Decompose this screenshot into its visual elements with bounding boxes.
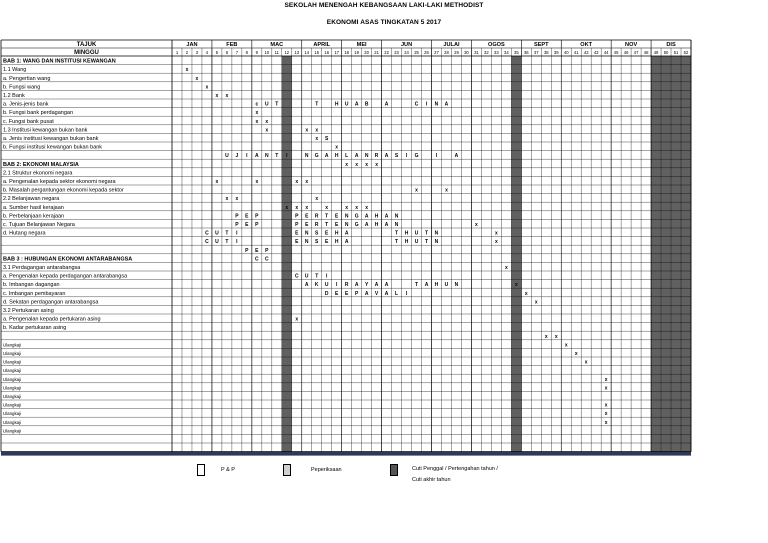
plan-mark: S — [315, 239, 319, 246]
week-number: 6 — [225, 50, 229, 55]
col-tajuk-header: TAJUK — [76, 42, 97, 48]
plan-mark: x — [544, 333, 548, 340]
month-label: DIS — [666, 42, 676, 48]
plan-mark: H — [374, 213, 379, 220]
week-number: 33 — [494, 50, 499, 55]
plan-mark: J — [235, 153, 239, 160]
month-label: APRIL — [313, 42, 331, 48]
plan-mark: N — [265, 153, 269, 160]
plan-mark: x — [305, 204, 309, 211]
plan-mark: x — [225, 93, 229, 99]
school-title: SEKOLAH MENENGAH KEBANGSAAN LAKI-LAKI METHODIST — [284, 2, 484, 9]
row-label: a. Jenis-jenis bank — [3, 101, 49, 108]
plan-mark: x — [295, 179, 299, 185]
legend-label-holiday-2: Cuti akhir tahun — [412, 477, 451, 483]
row-label: Ulangkaji — [3, 402, 22, 408]
plan-mark: E — [325, 239, 329, 246]
plan-mark: N — [304, 230, 309, 237]
plan-mark: A — [354, 282, 359, 289]
plan-mark: E — [335, 222, 339, 228]
week-number: 50 — [663, 50, 669, 55]
plan-mark: x — [315, 136, 319, 142]
week-number: 15 — [314, 50, 320, 55]
plan-mark: x — [225, 196, 229, 203]
plan-mark: x — [345, 161, 349, 168]
plan-mark: I — [236, 239, 238, 246]
plan-mark: x — [205, 84, 209, 91]
month-label: JAN — [186, 42, 198, 48]
row-label: a. Pengenalan kepada sektor ekonomi negara — [3, 179, 116, 185]
plan-mark: x — [255, 110, 259, 117]
plan-mark: T — [424, 239, 429, 246]
plan-mark: E — [325, 230, 329, 237]
week-number: 9 — [255, 50, 259, 55]
week-number: 1 — [175, 50, 179, 55]
row-label: Ulangkaji — [3, 428, 22, 434]
week-number: 52 — [683, 50, 689, 55]
plan-mark: C — [255, 256, 259, 263]
row-label: b. Perbelanjaan kerajaan — [3, 213, 65, 220]
plan-mark: I — [246, 153, 248, 160]
plan-mark: I — [435, 153, 438, 160]
plan-mark: P — [255, 222, 259, 228]
week-number: 12 — [284, 50, 290, 55]
row-label: Ulangkaji — [3, 368, 22, 374]
legend-label-exam: Peperiksaan — [311, 467, 342, 473]
week-number: 16 — [324, 50, 330, 55]
plan-mark: T — [395, 230, 399, 237]
row-label: 1.2 Bank — [3, 93, 25, 99]
week-number: 49 — [653, 50, 659, 55]
plan-mark: x — [325, 204, 329, 211]
plan-mark: R — [314, 213, 319, 220]
plan-mark: N — [454, 282, 459, 289]
plan-mark: I — [286, 153, 288, 160]
plan-mark: x — [554, 333, 558, 340]
plan-mark: x — [604, 385, 608, 392]
plan-mark: U — [414, 239, 419, 246]
plan-mark: E — [255, 247, 259, 254]
plan-mark: x — [604, 419, 608, 426]
plan-mark: x — [415, 187, 418, 194]
plan-mark: T — [325, 213, 329, 220]
week-number: 5 — [215, 50, 219, 55]
footer-bar — [1, 452, 691, 456]
plan-mark: U — [265, 101, 269, 108]
plan-mark: N — [304, 153, 309, 160]
plan-mark: P — [295, 222, 299, 228]
row-label: Ulangkaji — [3, 394, 22, 399]
plan-mark: x — [305, 127, 309, 134]
col-minggu-header: MINGGU — [74, 50, 99, 56]
plan-mark: x — [295, 316, 299, 323]
row-label: b. Fungsi wang — [3, 84, 41, 91]
plan-mark: A — [384, 213, 389, 220]
plan-mark: H — [374, 222, 379, 228]
plan-mark: A — [344, 239, 349, 246]
legend-swatch-holiday — [390, 464, 398, 476]
plan-mark: x — [295, 204, 299, 211]
plan-subtitle: EKONOMI ASAS TINGKATAN 5 2017 — [326, 19, 442, 26]
row-label: 3.1 Perdagangan antarabangsa — [3, 265, 81, 271]
week-number: 32 — [484, 50, 489, 55]
plan-mark: A — [384, 222, 389, 228]
plan-mark: E — [295, 239, 299, 246]
plan-mark: x — [445, 187, 448, 194]
plan-mark: L — [345, 153, 349, 160]
row-label: Ulangkaji — [3, 419, 22, 425]
plan-mark: x — [255, 179, 259, 185]
plan-mark: I — [425, 101, 428, 108]
plan-mark: E — [245, 222, 249, 228]
plan-mark: H — [404, 230, 409, 237]
plan-mark: x — [604, 411, 608, 418]
row-label: a. Pengenalan kepada perdagangan antarabangsa — [3, 273, 128, 280]
plan-mark: T — [315, 273, 319, 280]
plan-mark: P — [255, 213, 259, 220]
row-label: c. Tujuan Belanjawan Negara — [3, 222, 75, 228]
week-number: 37 — [533, 50, 539, 55]
month-label: FEB — [226, 42, 238, 48]
row-label: Ulangkaji — [3, 376, 22, 382]
month-label: JUN — [400, 42, 413, 48]
week-number: 34 — [504, 50, 509, 55]
plan-mark: A — [364, 290, 369, 297]
plan-mark: H — [334, 239, 339, 246]
plan-mark: N — [304, 239, 309, 246]
plan-mark: A — [454, 153, 459, 160]
plan-mark: V — [374, 290, 379, 297]
plan-mark: B — [364, 101, 369, 108]
plan-mark: x — [315, 127, 319, 134]
row-label: b. Masalah pergantungan ekonomi kepada sektor — [3, 187, 124, 194]
week-number: 21 — [374, 50, 379, 55]
plan-mark: E — [245, 213, 249, 220]
plan-mark: A — [354, 101, 359, 108]
plan-mark: x — [315, 196, 319, 203]
plan-mark: U — [215, 239, 219, 246]
week-number: 31 — [474, 50, 479, 55]
legend-swatch-pp — [197, 464, 205, 476]
plan-mark: x — [265, 118, 269, 125]
plan-mark: E — [344, 290, 349, 297]
plan-mark: x — [185, 67, 189, 74]
row-label: 2.2 Belanjawan negara — [3, 196, 60, 203]
week-number: 10 — [264, 50, 270, 55]
row-label: BAB 1: WANG DAN INSTITUSI KEWANGAN — [3, 58, 116, 65]
plan-mark: A — [444, 101, 449, 108]
plan-mark: N — [344, 222, 349, 228]
week-number: 2 — [185, 50, 189, 55]
plan-mark: x — [564, 342, 568, 349]
row-label: BAB 3 : HUBUNGAN EKONOMI ANTARABANGSA — [3, 256, 133, 263]
plan-mark: x — [355, 161, 359, 168]
week-number: 36 — [523, 50, 529, 55]
plan-mark: x — [604, 402, 608, 409]
plan-mark: R — [374, 153, 379, 160]
plan-mark: x — [514, 282, 518, 289]
plan-mark: C — [414, 101, 419, 108]
month-label: NOV — [625, 42, 638, 48]
week-number: 39 — [553, 50, 559, 55]
plan-mark: H — [434, 282, 439, 289]
plan-mark: A — [384, 282, 389, 289]
plan-mark: S — [394, 153, 399, 160]
week-number: 38 — [543, 50, 549, 55]
legend-label-holiday: Cuti Penggal / Pertengahan tahun / — [412, 466, 498, 472]
week-number: 40 — [563, 50, 569, 55]
plan-mark: N — [434, 239, 439, 246]
week-number: 3 — [195, 50, 199, 55]
row-label: 3.2 Pertukaran asing — [3, 308, 54, 314]
plan-mark: T — [325, 222, 329, 228]
week-number: 46 — [623, 50, 629, 55]
plan-mark: T — [225, 239, 229, 246]
plan-mark: P — [245, 247, 249, 254]
week-number: 30 — [464, 50, 469, 55]
row-label: b. Imbangan dagangan — [3, 282, 60, 289]
plan-mark: E — [305, 222, 309, 228]
plan-mark: I — [335, 282, 338, 289]
plan-mark: E — [305, 213, 309, 220]
plan-mark: T — [275, 153, 279, 160]
plan-mark: I — [326, 273, 328, 280]
week-number: 25 — [414, 50, 419, 55]
plan-mark: T — [225, 230, 229, 237]
plan-mark: x — [534, 299, 538, 306]
week-number: 18 — [344, 50, 349, 55]
plan-mark: Y — [364, 282, 369, 289]
row-label: b. Fungsi institusi kewangan bukan bank — [3, 144, 103, 151]
plan-mark: N — [394, 213, 399, 220]
plan-mark: G — [414, 153, 419, 160]
plan-mark: T — [275, 101, 279, 108]
plan-mark: A — [364, 222, 369, 228]
plan-mark: U — [444, 282, 449, 289]
plan-mark: R — [314, 222, 319, 228]
plan-mark: x — [305, 179, 309, 185]
row-label: BAB 2: EKONOMI MALAYSIA — [3, 161, 79, 168]
plan-mark: T — [315, 101, 319, 108]
week-number: 26 — [424, 50, 429, 55]
week-number: 42 — [583, 50, 589, 55]
row-label: 1.3 Institusi kewangan bukan bank — [3, 127, 88, 134]
plan-mark: A — [374, 282, 379, 289]
plan-mark: x — [365, 161, 369, 168]
plan-mark: H — [334, 153, 339, 160]
plan-mark: N — [364, 153, 369, 160]
plan-mark: N — [344, 213, 349, 220]
week-number: 19 — [354, 50, 359, 55]
plan-mark: P — [265, 247, 269, 254]
plan-mark: x — [255, 118, 259, 125]
plan-mark: U — [344, 101, 349, 108]
plan-mark: N — [394, 222, 399, 228]
plan-mark: N — [434, 101, 439, 108]
plan-mark: A — [255, 153, 259, 160]
plan-mark: A — [344, 230, 349, 237]
row-label: d. Hutang negara — [3, 230, 46, 237]
row-label: Ulangkaji — [3, 359, 22, 365]
week-number: 23 — [394, 50, 399, 55]
week-number: 24 — [404, 50, 409, 55]
plan-mark: G — [354, 222, 359, 228]
plan-mark: A — [384, 101, 389, 108]
plan-mark: x — [285, 204, 289, 211]
row-label: b. Kadar pertukaran asing — [3, 325, 67, 332]
plan-mark: U — [215, 230, 219, 237]
month-label: MEI — [356, 42, 367, 48]
plan-mark: T — [424, 230, 429, 237]
week-number: 28 — [444, 50, 449, 55]
row-label: a. Sumber hasil kerajaan — [3, 204, 64, 211]
plan-mark: D — [324, 290, 329, 297]
plan-mark: A — [384, 153, 389, 160]
plan-mark: c — [255, 101, 259, 108]
plan-mark: x — [215, 93, 219, 99]
row-label: a. Pengertian wang — [3, 75, 51, 82]
row-label: Ulangkaji — [3, 351, 22, 356]
plan-mark: x — [574, 351, 578, 357]
week-number: 35 — [514, 50, 519, 55]
plan-mark: H — [404, 239, 409, 246]
plan-mark: A — [364, 213, 369, 220]
week-number: 8 — [245, 50, 249, 55]
plan-mark: P — [354, 290, 359, 297]
legend-swatch-exam — [283, 464, 291, 476]
plan-mark: A — [304, 282, 309, 289]
plan-mark: x — [524, 290, 528, 297]
plan-mark: x — [375, 161, 378, 168]
plan-mark: A — [354, 153, 359, 160]
row-label: Ulangkaji — [3, 342, 22, 348]
plan-mark: A — [324, 153, 329, 160]
plan-mark: x — [335, 144, 339, 151]
plan-mark: I — [405, 153, 408, 160]
plan-mark: H — [334, 230, 339, 237]
plan-mark: x — [494, 230, 498, 237]
week-number: 48 — [643, 50, 649, 55]
plan-mark: E — [335, 290, 339, 297]
month-label: JULAI — [443, 42, 460, 48]
week-number: 44 — [603, 50, 609, 55]
row-label: Ulangkaji — [3, 385, 22, 391]
plan-mark: N — [434, 230, 439, 237]
plan-mark: C — [294, 273, 299, 280]
plan-mark: U — [304, 273, 309, 280]
month-label: SEPT — [533, 42, 549, 48]
plan-mark: T — [395, 239, 399, 246]
plan-mark: P — [295, 213, 299, 220]
row-label: d. Sekatan perdagangan antarabangsa — [3, 299, 99, 306]
plan-mark: A — [384, 290, 389, 297]
plan-mark: x — [365, 204, 369, 211]
plan-mark: x — [215, 179, 219, 185]
week-number: 20 — [364, 50, 369, 55]
plan-mark: x — [494, 239, 498, 246]
plan-mark: x — [504, 265, 508, 271]
plan-mark: P — [235, 222, 239, 228]
plan-mark: x — [195, 75, 199, 82]
plan-mark: E — [295, 230, 299, 237]
plan-mark: U — [225, 153, 229, 160]
week-number: 13 — [294, 50, 300, 55]
plan-mark: R — [344, 282, 349, 289]
plan-mark: E — [335, 213, 339, 220]
plan-mark: P — [235, 213, 239, 220]
row-label: Ulangkaji — [3, 411, 22, 417]
plan-mark: I — [236, 230, 238, 237]
plan-mark: C — [205, 239, 209, 246]
row-label: 2.1 Struktur ekonomi negara — [3, 170, 73, 177]
plan-mark: x — [265, 127, 269, 134]
week-number: 11 — [274, 50, 279, 55]
week-number: 17 — [334, 50, 340, 55]
plan-mark: L — [395, 290, 399, 297]
plan-mark: x — [584, 359, 588, 366]
week-number: 43 — [593, 50, 599, 55]
week-number: 51 — [673, 50, 679, 55]
plan-mark: C — [205, 230, 209, 237]
row-label: b. Fungsi bank perdagangan — [3, 110, 74, 117]
plan-mark: A — [424, 282, 429, 289]
week-number: 7 — [235, 50, 239, 55]
week-number: 27 — [434, 50, 439, 55]
week-number: 29 — [454, 50, 459, 55]
plan-mark: S — [315, 230, 319, 237]
plan-mark: U — [414, 230, 419, 237]
week-number: 45 — [613, 50, 619, 55]
month-label: OGOS — [487, 42, 505, 48]
row-label: a. Pengenalan kepada pertukaran asing — [3, 316, 101, 323]
week-number: 47 — [633, 50, 639, 55]
plan-mark: G — [354, 213, 359, 220]
plan-mark: T — [414, 282, 419, 289]
week-number: 22 — [384, 50, 389, 55]
plan-mark: x — [355, 204, 359, 211]
month-label: MAC — [270, 42, 284, 48]
row-label: a. Jenis institusi kewangan bukan bank — [3, 136, 99, 142]
plan-mark: S — [325, 136, 329, 142]
plan-mark: G — [314, 153, 319, 160]
plan-mark: I — [405, 290, 408, 297]
row-label: c. Imbangan pembayaran — [3, 290, 66, 297]
plan-mark: C — [265, 256, 269, 263]
plan-mark: H — [334, 101, 339, 108]
plan-mark: U — [324, 282, 329, 289]
week-number: 41 — [573, 50, 579, 55]
month-label: OKT — [580, 42, 593, 48]
week-number: 4 — [205, 50, 209, 55]
plan-mark: K — [314, 282, 319, 289]
legend-label-pp: P & P — [221, 467, 235, 473]
plan-mark: x — [475, 222, 478, 228]
plan-mark: x — [604, 376, 608, 383]
row-label: 1.1 Wang — [3, 67, 27, 74]
week-number: 14 — [304, 50, 310, 55]
row-label: c. Fungsi bank pusat — [3, 118, 54, 125]
plan-mark: x — [345, 204, 349, 211]
plan-mark: x — [235, 196, 239, 203]
